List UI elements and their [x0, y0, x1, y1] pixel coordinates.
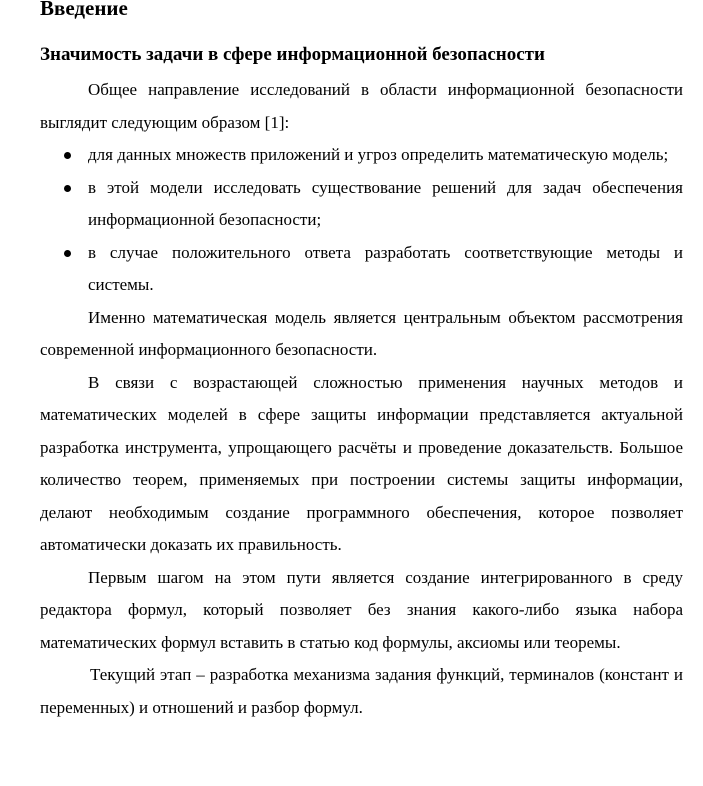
bullet-icon	[64, 152, 71, 159]
list-item-text: в случае положительного ответа разработать соответствующие методы и системы.	[88, 242, 683, 294]
list-item	[40, 237, 683, 302]
list-item	[40, 172, 683, 237]
bullet-icon	[64, 250, 71, 257]
intro-paragraph: Общее направление исследований в области информационной безопасности выглядит следующим образом [1]:	[40, 80, 683, 132]
section-heading: Значимость задачи в сфере информационной безопасности	[40, 44, 545, 65]
body-paragraph: Текущий этап – разработка механизма задания функций, терминалов (констант и переменных) и отношений и разбор формул.	[40, 665, 683, 717]
list-item	[40, 139, 683, 172]
body-paragraph: Именно математическая модель является центральным объектом рассмотрения современной информационного безопасности.	[40, 307, 683, 359]
list-item-text: в этой модели исследовать существование решений для задач обеспечения информационной безопасности;	[88, 177, 683, 229]
bullet-icon	[64, 185, 71, 192]
body-paragraph: В связи с возрастающей сложностью применения научных методов и математических моделей в сфере защиты информации представляется актуальной разработка инструмента, упрощающего расчёты и проведение доказательств. Большое количество теорем, применяемых при построении системы защиты информации, делают необходимым создание программного обеспечения, которое позволяет автоматически доказать их правильность.	[40, 372, 683, 554]
page-title: Введение	[40, 0, 128, 20]
body-paragraph: Первым шагом на этом пути является создание интегрированного в среду редактора формул, который позволяет без знания какого-либо языка набора математических формул вставить в статью код формулы, аксиомы или теоремы.	[40, 567, 683, 652]
list-item-text: для данных множеств приложений и угроз определить математическую модель;	[88, 145, 669, 164]
bullet-list	[40, 139, 683, 302]
document-page	[40, 0, 683, 724]
